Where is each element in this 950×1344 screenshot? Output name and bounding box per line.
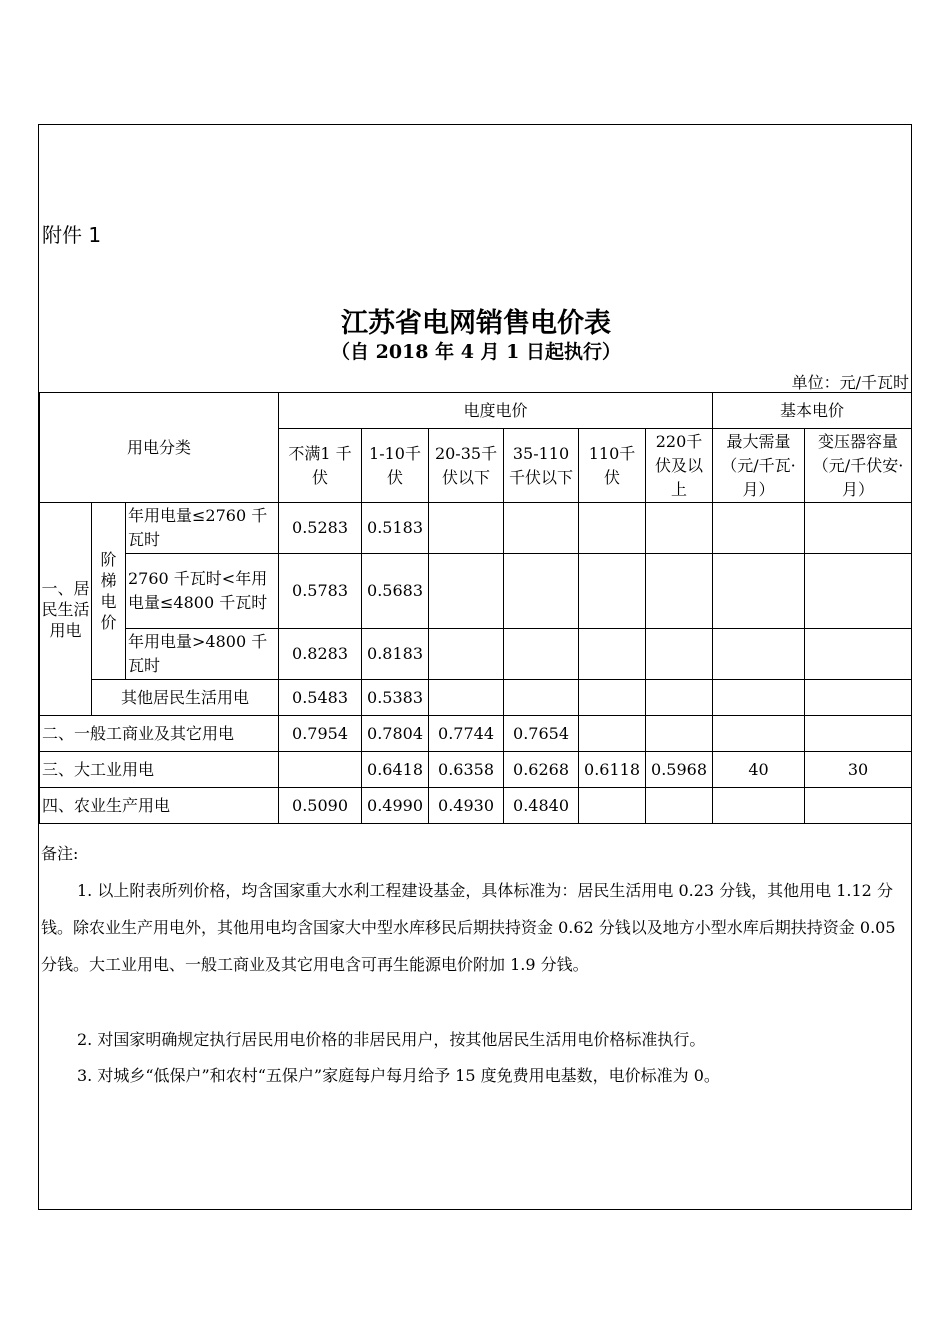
price-cell xyxy=(579,554,646,629)
price-table xyxy=(39,392,912,824)
price-cell: 0.6118 xyxy=(579,752,646,788)
price-cell xyxy=(429,554,504,629)
table-row xyxy=(40,752,912,788)
price-cell xyxy=(805,716,912,752)
voltage-col-header: 20-35千伏以下 xyxy=(429,429,504,503)
page-subtitle: （自 2018 年 4 月 1 日起执行） xyxy=(330,341,621,363)
price-cell xyxy=(429,503,504,554)
price-cell xyxy=(805,503,912,554)
price-cell xyxy=(579,788,646,824)
table-row xyxy=(40,503,912,554)
price-cell: 0.8183 xyxy=(362,629,429,680)
price-cell: 30 xyxy=(805,752,912,788)
price-cell xyxy=(713,680,805,716)
price-cell: 0.5090 xyxy=(279,788,362,824)
page-title: 江苏省电网销售电价表 xyxy=(341,308,611,339)
price-cell: 0.4840 xyxy=(504,788,579,824)
price-cell xyxy=(579,716,646,752)
price-cell xyxy=(279,752,362,788)
table-row xyxy=(40,554,912,629)
price-cell: 0.5683 xyxy=(362,554,429,629)
price-cell: 40 xyxy=(713,752,805,788)
price-cell: 0.5383 xyxy=(362,680,429,716)
price-cell: 0.5968 xyxy=(646,752,713,788)
tiered-price-label: 阶梯电价 xyxy=(92,503,126,680)
price-cell xyxy=(504,503,579,554)
price-cell xyxy=(429,629,504,680)
price-cell: 0.7804 xyxy=(362,716,429,752)
price-cell xyxy=(504,680,579,716)
notes-heading: 备注: xyxy=(41,844,79,863)
price-cell xyxy=(504,629,579,680)
basic-col-header: 变压器容量（元/千伏安·月） xyxy=(805,429,912,503)
row-label: 其他居民生活用电 xyxy=(92,680,279,716)
price-cell xyxy=(646,554,713,629)
row-label: 年用电量≤2760 千瓦时 xyxy=(126,503,279,554)
price-cell: 0.5783 xyxy=(279,554,362,629)
price-cell: 0.6268 xyxy=(504,752,579,788)
table-row xyxy=(40,716,912,752)
price-cell xyxy=(805,680,912,716)
price-cell xyxy=(579,680,646,716)
voltage-col-header: 110千伏 xyxy=(579,429,646,503)
price-cell: 0.8283 xyxy=(279,629,362,680)
row-label: 四、农业生产用电 xyxy=(40,788,279,824)
note-item: 2. 对国家明确规定执行居民用电价格的非居民用户，按其他居民生活用电价格标准执行。 xyxy=(77,1030,706,1049)
price-cell: 0.5283 xyxy=(279,503,362,554)
price-cell: 0.6358 xyxy=(429,752,504,788)
price-cell: 0.4990 xyxy=(362,788,429,824)
price-cell xyxy=(805,554,912,629)
note-item: 3. 对城乡“低保户”和农村“五保户”家庭每户每月给予 15 度免费用电基数，电价标准为 0。 xyxy=(77,1066,720,1085)
residential-label: 一、居民生活用电 xyxy=(40,503,92,716)
header-row-1 xyxy=(40,393,912,429)
category-header: 用电分类 xyxy=(40,393,279,503)
voltage-col-header: 35-110千伏以下 xyxy=(504,429,579,503)
voltage-col-header: 不满1 千伏 xyxy=(279,429,362,503)
energy-price-header: 电度电价 xyxy=(279,393,713,429)
row-label: 年用电量>4800 千瓦时 xyxy=(126,629,279,680)
table-row xyxy=(40,680,912,716)
price-cell: 0.5483 xyxy=(279,680,362,716)
price-cell xyxy=(805,788,912,824)
price-cell: 0.6418 xyxy=(362,752,429,788)
price-cell xyxy=(713,503,805,554)
unit-label: 单位：元/千瓦时 xyxy=(791,373,909,392)
table-row xyxy=(40,788,912,824)
price-cell: 0.5183 xyxy=(362,503,429,554)
price-cell: 0.7954 xyxy=(279,716,362,752)
price-cell xyxy=(805,629,912,680)
price-cell: 0.4930 xyxy=(429,788,504,824)
price-cell xyxy=(646,716,713,752)
price-cell xyxy=(713,788,805,824)
price-cell xyxy=(579,629,646,680)
basic-price-header: 基本电价 xyxy=(713,393,912,429)
row-label: 三、大工业用电 xyxy=(40,752,279,788)
row-label: 2760 千瓦时<年用电量≤4800 千瓦时 xyxy=(126,554,279,629)
price-cell: 0.7654 xyxy=(504,716,579,752)
price-cell xyxy=(646,788,713,824)
attachment-label: 附件 1 xyxy=(42,223,102,247)
price-cell xyxy=(646,680,713,716)
price-cell xyxy=(646,503,713,554)
note-item: 1. 以上附表所列价格，均含国家重大水利工程建设基金，具体标准为：居民生活用电 0.23 分钱，其他用电 1.12 分钱。除农业生产用电外，其他用电均含国家大中型水库移民后期扶持资金 0.62 分钱以及地方小型水库后期扶持资金 0.05 分钱。大工业用电、一般工商业及其它用电含可再生能源电价附加 1.9 分钱。 xyxy=(41,881,896,974)
row-label: 二、一般工商业及其它用电 xyxy=(40,716,279,752)
price-cell xyxy=(713,554,805,629)
price-cell xyxy=(713,629,805,680)
price-cell xyxy=(713,716,805,752)
voltage-col-header: 220千伏及以上 xyxy=(646,429,713,503)
price-cell xyxy=(646,629,713,680)
price-cell xyxy=(504,554,579,629)
document-sheet xyxy=(38,124,912,1210)
price-cell xyxy=(429,680,504,716)
voltage-col-header: 1-10千伏 xyxy=(362,429,429,503)
table-row xyxy=(40,629,912,680)
price-cell xyxy=(579,503,646,554)
basic-col-header: 最大需量（元/千瓦·月） xyxy=(713,429,805,503)
price-cell: 0.7744 xyxy=(429,716,504,752)
